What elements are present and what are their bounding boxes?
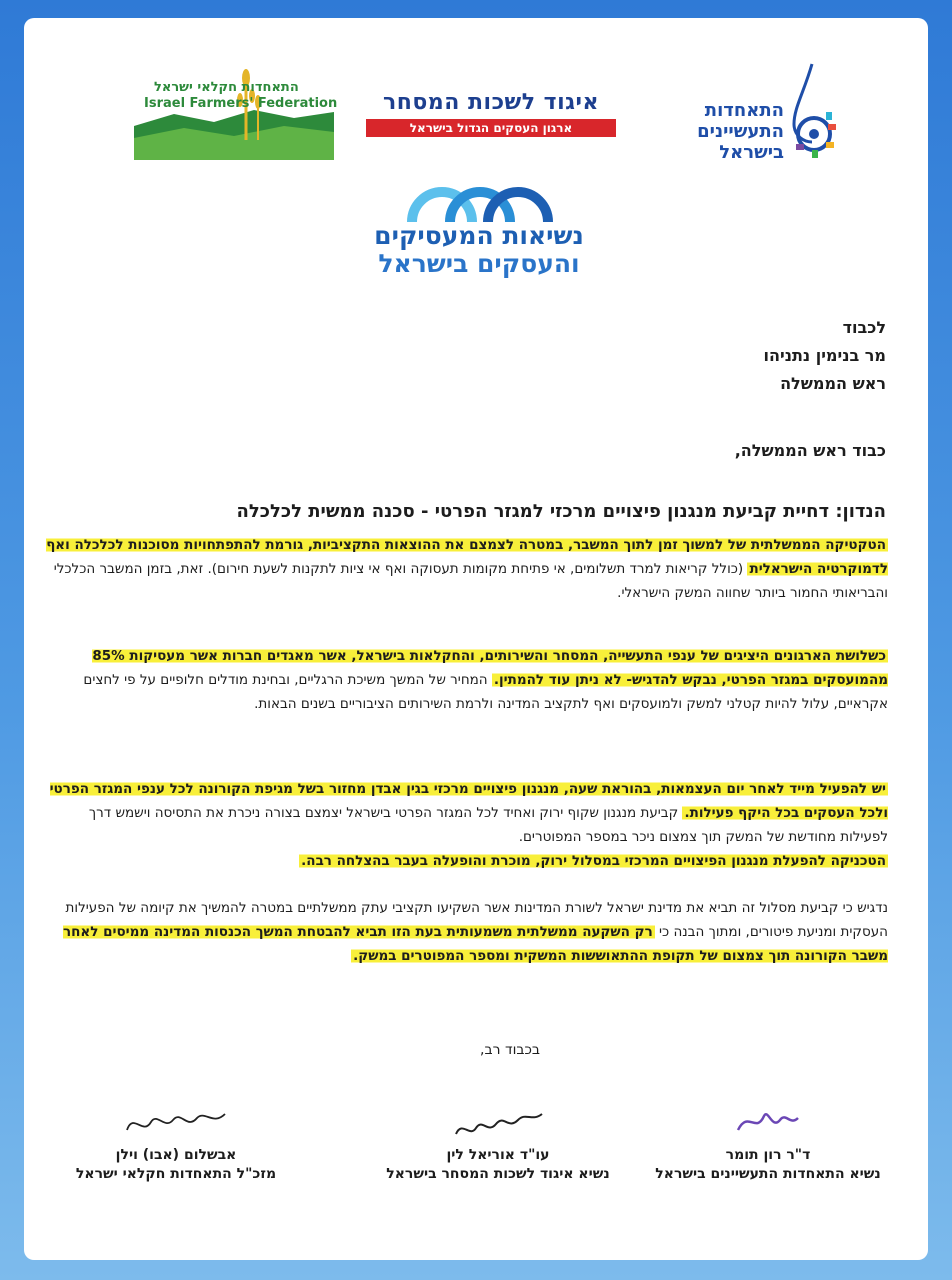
signatory-name: אבשלום (אבו) וילן [115, 1147, 237, 1163]
address-line-honor: לכבוד [842, 318, 886, 337]
paragraph-text: (כולל קריאות למרד תשלומים, אי פתיחת מקומות תעסוקה ואף אי ציות לתקנות לשעת חירום). זאת, בזמן המשבר הכלכלי והבריאותי החמור ביותר שחווה המשק הישראלי. [53, 561, 888, 601]
paragraph-3 [42, 777, 888, 873]
paragraph-4 [42, 896, 888, 968]
signature-block-commerce [358, 1100, 638, 1184]
farmers-federation-logo [134, 56, 338, 160]
highlighted-text: הטקטיקה הממשלתית של למשוך זמן לתוך המשבר, במטרה לצמצם את ההוצאות התקציביות, גורמת להתפתחויות מסוכנות לכלכלה ואף לדמוקרטיה הישראלית [46, 537, 888, 577]
signatory-name: עו"ד אוריאל לין [446, 1147, 550, 1163]
highlighted-text: יש להפעיל מייד לאחר יום העצמאות, בהוראת שעה, מנגנון פיצויים מרכזי בגין אבדן מחזור בשל מגיפת הקורונה לכל ענפי המגזר הפרטי ולכל העסקים בכל היקף פעילות. [49, 781, 888, 821]
manufacturers-name-line1: התאחדות [704, 100, 784, 121]
paragraph-text: המחיר של המשך משיכת הרגליים, ובחינת מודלים חלופיים על פי לחצים אקראיים, עלול להיות קטלני למשק ולמועסקים ואף לתקציב המדינה ולרמת השירותים הציבוריים בשנים הבאות. [83, 672, 888, 712]
gear-drop-icon [782, 62, 844, 172]
presidium-logo [359, 170, 599, 300]
presidium-name-line1: נשיאות המעסיקים [374, 221, 584, 250]
handwritten-signature-icon [448, 1100, 548, 1142]
manufacturers-association-logo [664, 62, 844, 172]
arches-icon [404, 170, 554, 222]
address-line-name: מר בנימין נתניהו [763, 346, 886, 365]
manufacturers-name-line3: בישראל [719, 142, 784, 163]
highlighted-text: רק השקעה ממשלתית משמעותית בעת הזו תביא להבטחת המשך הכנסות המדינה ממיסים לאחר משבר הקורונה תוך צמצום של תקופת ההתאוששות המשקית ומספר המפוטרים במשק. [63, 924, 888, 964]
signature-block-farmers [36, 1100, 316, 1184]
paragraph-text: נדגיש כי קביעת מסלול זה תביא את מדינת ישראל לשורת המדינות אשר השקיעו תקציבי עתק ממשלתיים במטרה להמשיך את קיומה של הפעילות העסקית ומניעת פיטורים, ומתוך הבנה כי [65, 900, 888, 940]
presidium-name-line2: והעסקים בישראל [378, 249, 580, 278]
handwritten-signature-icon [728, 1100, 808, 1142]
letter-page [24, 18, 928, 1260]
subject-line: הנדון: דחיית קביעת מנגנון פיצויים מרכזי למגזר הפרטי - סכנה ממשית לכלכלה [236, 501, 886, 522]
commerce-tagline: ארגון העסקים הגדול בישראל [366, 119, 616, 137]
highlighted-text: כשלושת הארגונים היציגים של ענפי התעשייה, המסחר והשירותים, והחקלאות בישראל, אשר מאגדים חברות אשר מעסיקות 85% מהמועסקים במגזר הפרטי, נבקש להדגיש- לא ניתן עוד להמתין. [92, 648, 888, 688]
signatory-name: ד"ר רון תומר [725, 1147, 811, 1163]
paragraph-1 [42, 533, 888, 605]
salutation: כבוד ראש הממשלה, [734, 441, 886, 460]
paragraph-2 [42, 644, 888, 716]
manufacturers-name [664, 100, 784, 163]
farmers-name-hebrew: התאחדות חקלאי ישראל [154, 80, 299, 95]
signatory-title: נשיא איגוד לשכות המסחר בישראל [386, 1166, 610, 1182]
paragraph-text: קביעת מנגנון שקוף ירוק ואחיד לכל המגזר הפרטי בישראל יצמצם בצורה ניכרת את התסיסה וישמש דרך לפעילות מחודשת של המשק תוך צמצום ניכר במספר המפוטרים. [88, 805, 888, 845]
farmers-name-english: Israel Farmers' Federation [144, 96, 338, 111]
signatory-title: נשיא התאחדות התעשיינים בישראל [655, 1166, 881, 1182]
address-line-title: ראש הממשלה [780, 374, 886, 393]
commerce-name: איגוד לשכות המסחר [382, 90, 599, 115]
commerce-chambers-logo [366, 90, 616, 150]
closing-line: בכבוד רב, [480, 1042, 540, 1058]
signature-block-manufacturers [628, 1100, 908, 1184]
highlighted-text-2: הטכניקה להפעלת מנגנון הפיצויים המרכזי במסלול ירוק, מוכרת והופעלה בעבר בהצלחה רבה. [301, 853, 886, 869]
signatory-title: מזכ"ל התאחדות חקלאי ישראל [75, 1166, 277, 1182]
recipient-address [486, 314, 886, 398]
handwritten-signature-icon [121, 1100, 231, 1142]
manufacturers-name-line2: התעשיינים [697, 121, 784, 142]
